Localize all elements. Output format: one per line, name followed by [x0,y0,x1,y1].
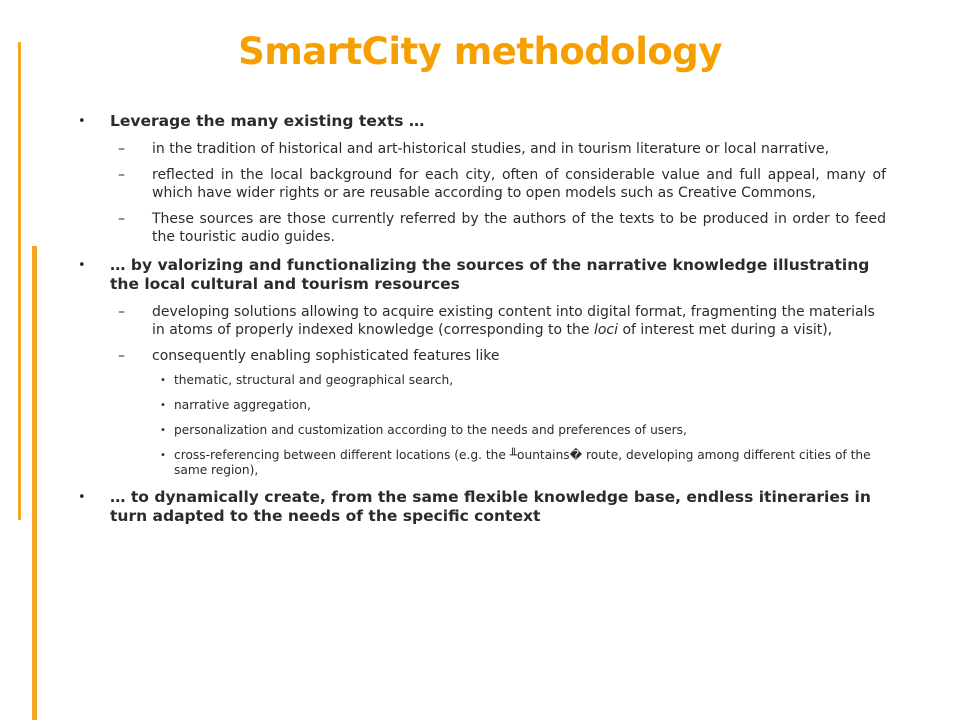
sub-bullet-item [78,448,886,478]
sub-bullet-text: thematic, structural and geographical search, [174,373,454,387]
sub-bullet-mark: • [160,425,166,436]
slide-title: SmartCity methodology [238,30,722,73]
sub-bullet-item [78,398,886,413]
dash-item [78,303,886,339]
slide-content [78,112,886,536]
dash-text: consequently enabling sophisticated features like [152,348,500,364]
dash-mark: – [118,141,125,157]
sub-bullet-mark: • [160,375,166,386]
bullet-heading: … by valorizing and functionalizing the sources of the narrative knowledge illustrating the local cultural and tourism resources [110,256,870,293]
dash-item [78,166,886,202]
dash-mark: – [118,348,125,364]
dash-text: in the tradition of historical and art-historical studies, and in tourism literature or local narrative, [152,141,830,157]
sub-bullet-item [78,373,886,388]
dash-item [78,347,886,365]
bullet-mark: • [78,258,86,273]
dash-text [152,304,875,338]
bullet-item [78,488,886,526]
section-valorizing [78,256,886,478]
bullet-heading: Leverage the many existing texts … [110,112,425,130]
dash-item [78,140,886,158]
emphasis-text: loci [593,322,618,338]
sub-bullet-mark: • [160,400,166,411]
sub-bullet-text: cross-referencing between different locations (e.g. the ╨ountains� route, developing among different cities of the same region), [174,448,871,477]
dash-text: These sources are those currently referred by the authors of the texts to be produced in order to feed the touristic audio guides. [152,211,886,245]
dash-item [78,210,886,246]
dash-text: reflected in the local background for each city, often of considerable value and full appeal, many of which have wider rights or are reusable according to open models such as Creative Commons, [152,167,886,201]
dash-text-part: developing solutions allowing to acquire existing content into digital format, fragmenting the materials in atoms of properly indexed knowledge (corresponding to the [152,304,875,338]
dash-mark: – [118,304,125,320]
bullet-mark: • [78,490,86,505]
bullet-mark: • [78,114,86,129]
bullet-heading: … to dynamically create, from the same flexible knowledge base, endless itineraries in turn adapted to the needs of the specific context [110,488,871,525]
dash-text-part: of interest met during a visit), [618,322,833,338]
dash-mark: – [118,211,125,227]
bullet-item [78,112,886,131]
accent-line-bottom [32,246,37,720]
section-itineraries [78,488,886,526]
accent-line-top [18,42,21,520]
bullet-item [78,256,886,294]
sub-bullet-text: narrative aggregation, [174,398,311,412]
sub-bullet-text: personalization and customization according to the needs and preferences of users, [174,423,687,437]
dash-mark: – [118,167,125,183]
section-texts [78,112,886,246]
sub-bullet-item [78,423,886,438]
sub-bullet-mark: • [160,450,166,461]
